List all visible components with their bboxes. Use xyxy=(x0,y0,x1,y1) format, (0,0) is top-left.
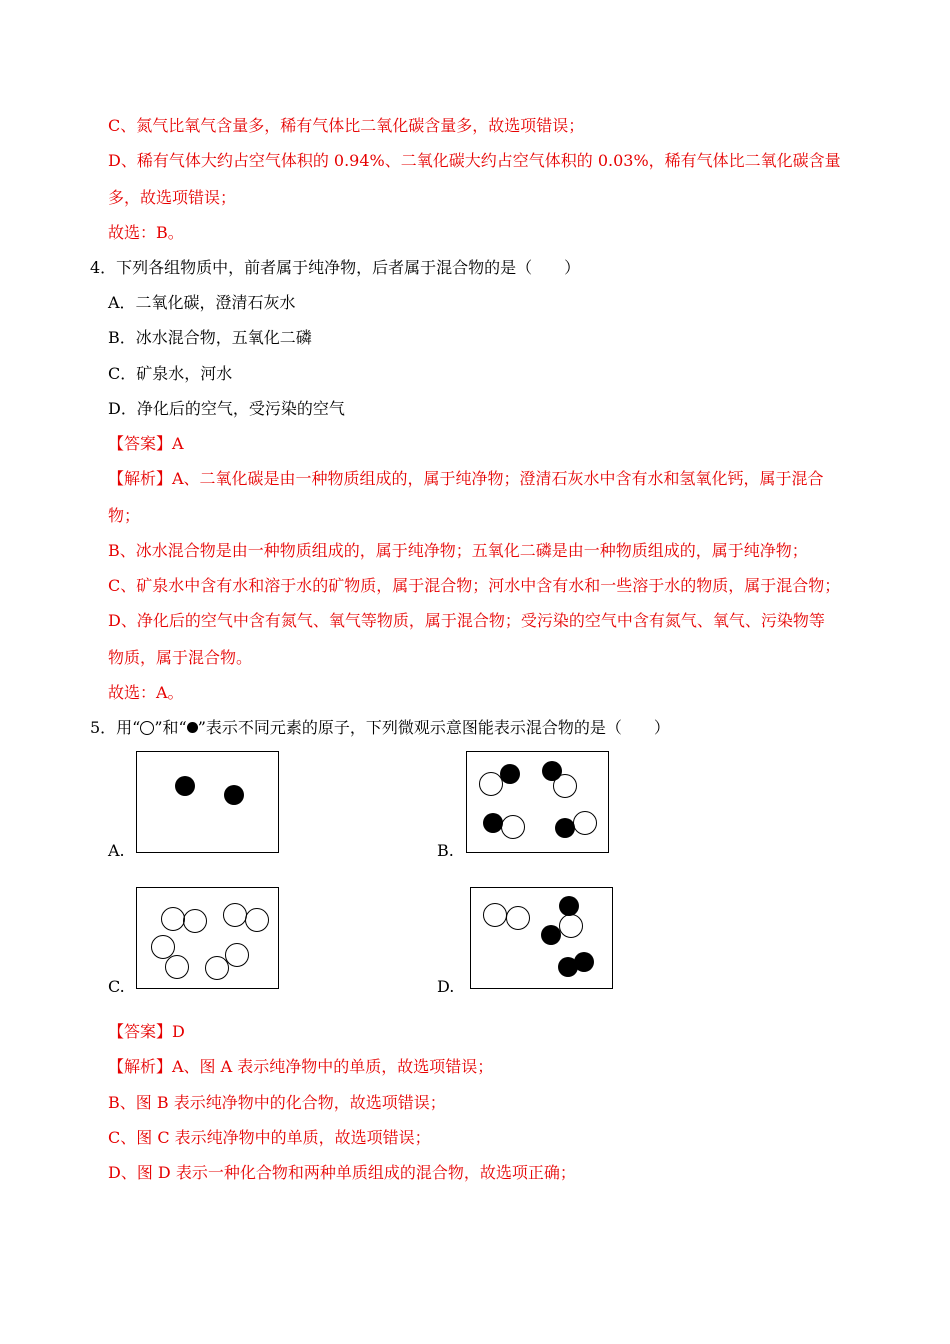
q4-analysis-line6: 物质，属于混合物。 xyxy=(108,648,253,667)
q3-option-d-explanation-line2: 多，故选项错误； xyxy=(108,188,237,207)
black-atom xyxy=(483,813,503,833)
white-atom xyxy=(225,943,249,967)
q4-option-b: B．冰水混合物，五氧化二磷 xyxy=(108,328,312,347)
black-atom xyxy=(175,776,195,796)
q5-stem: 5．用“ ”和“ ”表示不同元素的原子，下列微观示意图能表示混合物的是（ ） xyxy=(90,718,670,737)
q4-stem: 4．下列各组物质中，前者属于纯净物，后者属于混合物的是（ ） xyxy=(90,258,581,277)
black-atom xyxy=(555,818,575,838)
q5-analysis-line2: B、图 B 表示纯净物中的化合物，故选项错误； xyxy=(108,1093,446,1112)
q5-analysis-line3: C、图 C 表示纯净物中的单质，故选项错误； xyxy=(108,1128,431,1147)
q4-analysis-line4: C、矿泉水中含有水和溶于水的矿物质，属于混合物；河水中含有水和一些溶于水的物质，属于混合物； xyxy=(108,576,841,595)
figure-c xyxy=(136,887,279,989)
white-atom xyxy=(553,774,577,798)
white-atom-icon xyxy=(140,721,154,735)
white-atom xyxy=(165,955,189,979)
white-atom xyxy=(161,907,185,931)
q4-analysis-line5: D、净化后的空气中含有氮气、氧气等物质，属于混合物；受污染的空气中含有氮气、氧气、污染物等 xyxy=(108,611,825,630)
q4-answer: 【答案】A xyxy=(108,434,184,453)
figure-d xyxy=(470,887,613,989)
q3-conclusion: 故选：B。 xyxy=(108,223,184,242)
q5-answer: 【答案】D xyxy=(108,1022,185,1041)
black-atom xyxy=(541,925,561,945)
q4-option-a: A．二氧化碳，澄清石灰水 xyxy=(108,293,296,312)
white-atom xyxy=(501,815,525,839)
figure-a xyxy=(136,751,279,853)
figure-b xyxy=(466,751,609,853)
q4-analysis-line1: 【解析】A、二氧化碳是由一种物质组成的，属于纯净物；澄清石灰水中含有水和氢氧化钙，属于混合 xyxy=(108,469,824,488)
q3-option-d-explanation-line1: D、稀有气体大约占空气体积的 0.94%、二氧化碳大约占空气体积的 0.03%，稀有气体比二氧化碳含量 xyxy=(108,151,841,170)
black-atom xyxy=(574,952,594,972)
q5-analysis-line1: 【解析】A、图 A 表示纯净物中的单质，故选项错误； xyxy=(108,1057,494,1076)
q4-option-c: C．矿泉水，河水 xyxy=(108,364,233,383)
white-atom xyxy=(573,811,597,835)
black-atom xyxy=(500,764,520,784)
figure-c-label: C. xyxy=(108,977,125,996)
figure-a-label: A. xyxy=(108,841,125,860)
black-atom xyxy=(224,785,244,805)
q4-conclusion: 故选：A。 xyxy=(108,683,184,702)
white-atom xyxy=(223,903,247,927)
black-atom-icon xyxy=(187,722,198,733)
q4-option-d: D．净化后的空气，受污染的空气 xyxy=(108,399,345,418)
white-atom xyxy=(205,956,229,980)
figure-b-label: B. xyxy=(437,841,454,860)
q3-option-c-explanation: C、氮气比氧气含量多，稀有气体比二氧化碳含量多，故选项错误； xyxy=(108,116,585,135)
q5-analysis-line4: D、图 D 表示一种化合物和两种单质组成的混合物，故选项正确； xyxy=(108,1163,576,1182)
q4-analysis-line3: B、冰水混合物是由一种物质组成的，属于纯净物；五氧化二磷是由一种物质组成的，属于纯净物； xyxy=(108,541,808,560)
white-atom xyxy=(183,909,207,933)
black-atom xyxy=(559,896,579,916)
white-atom xyxy=(559,914,583,938)
white-atom xyxy=(245,908,269,932)
white-atom xyxy=(483,903,507,927)
q4-analysis-line2: 物； xyxy=(108,506,141,525)
white-atom xyxy=(506,906,530,930)
figure-d-label: D. xyxy=(437,977,455,996)
